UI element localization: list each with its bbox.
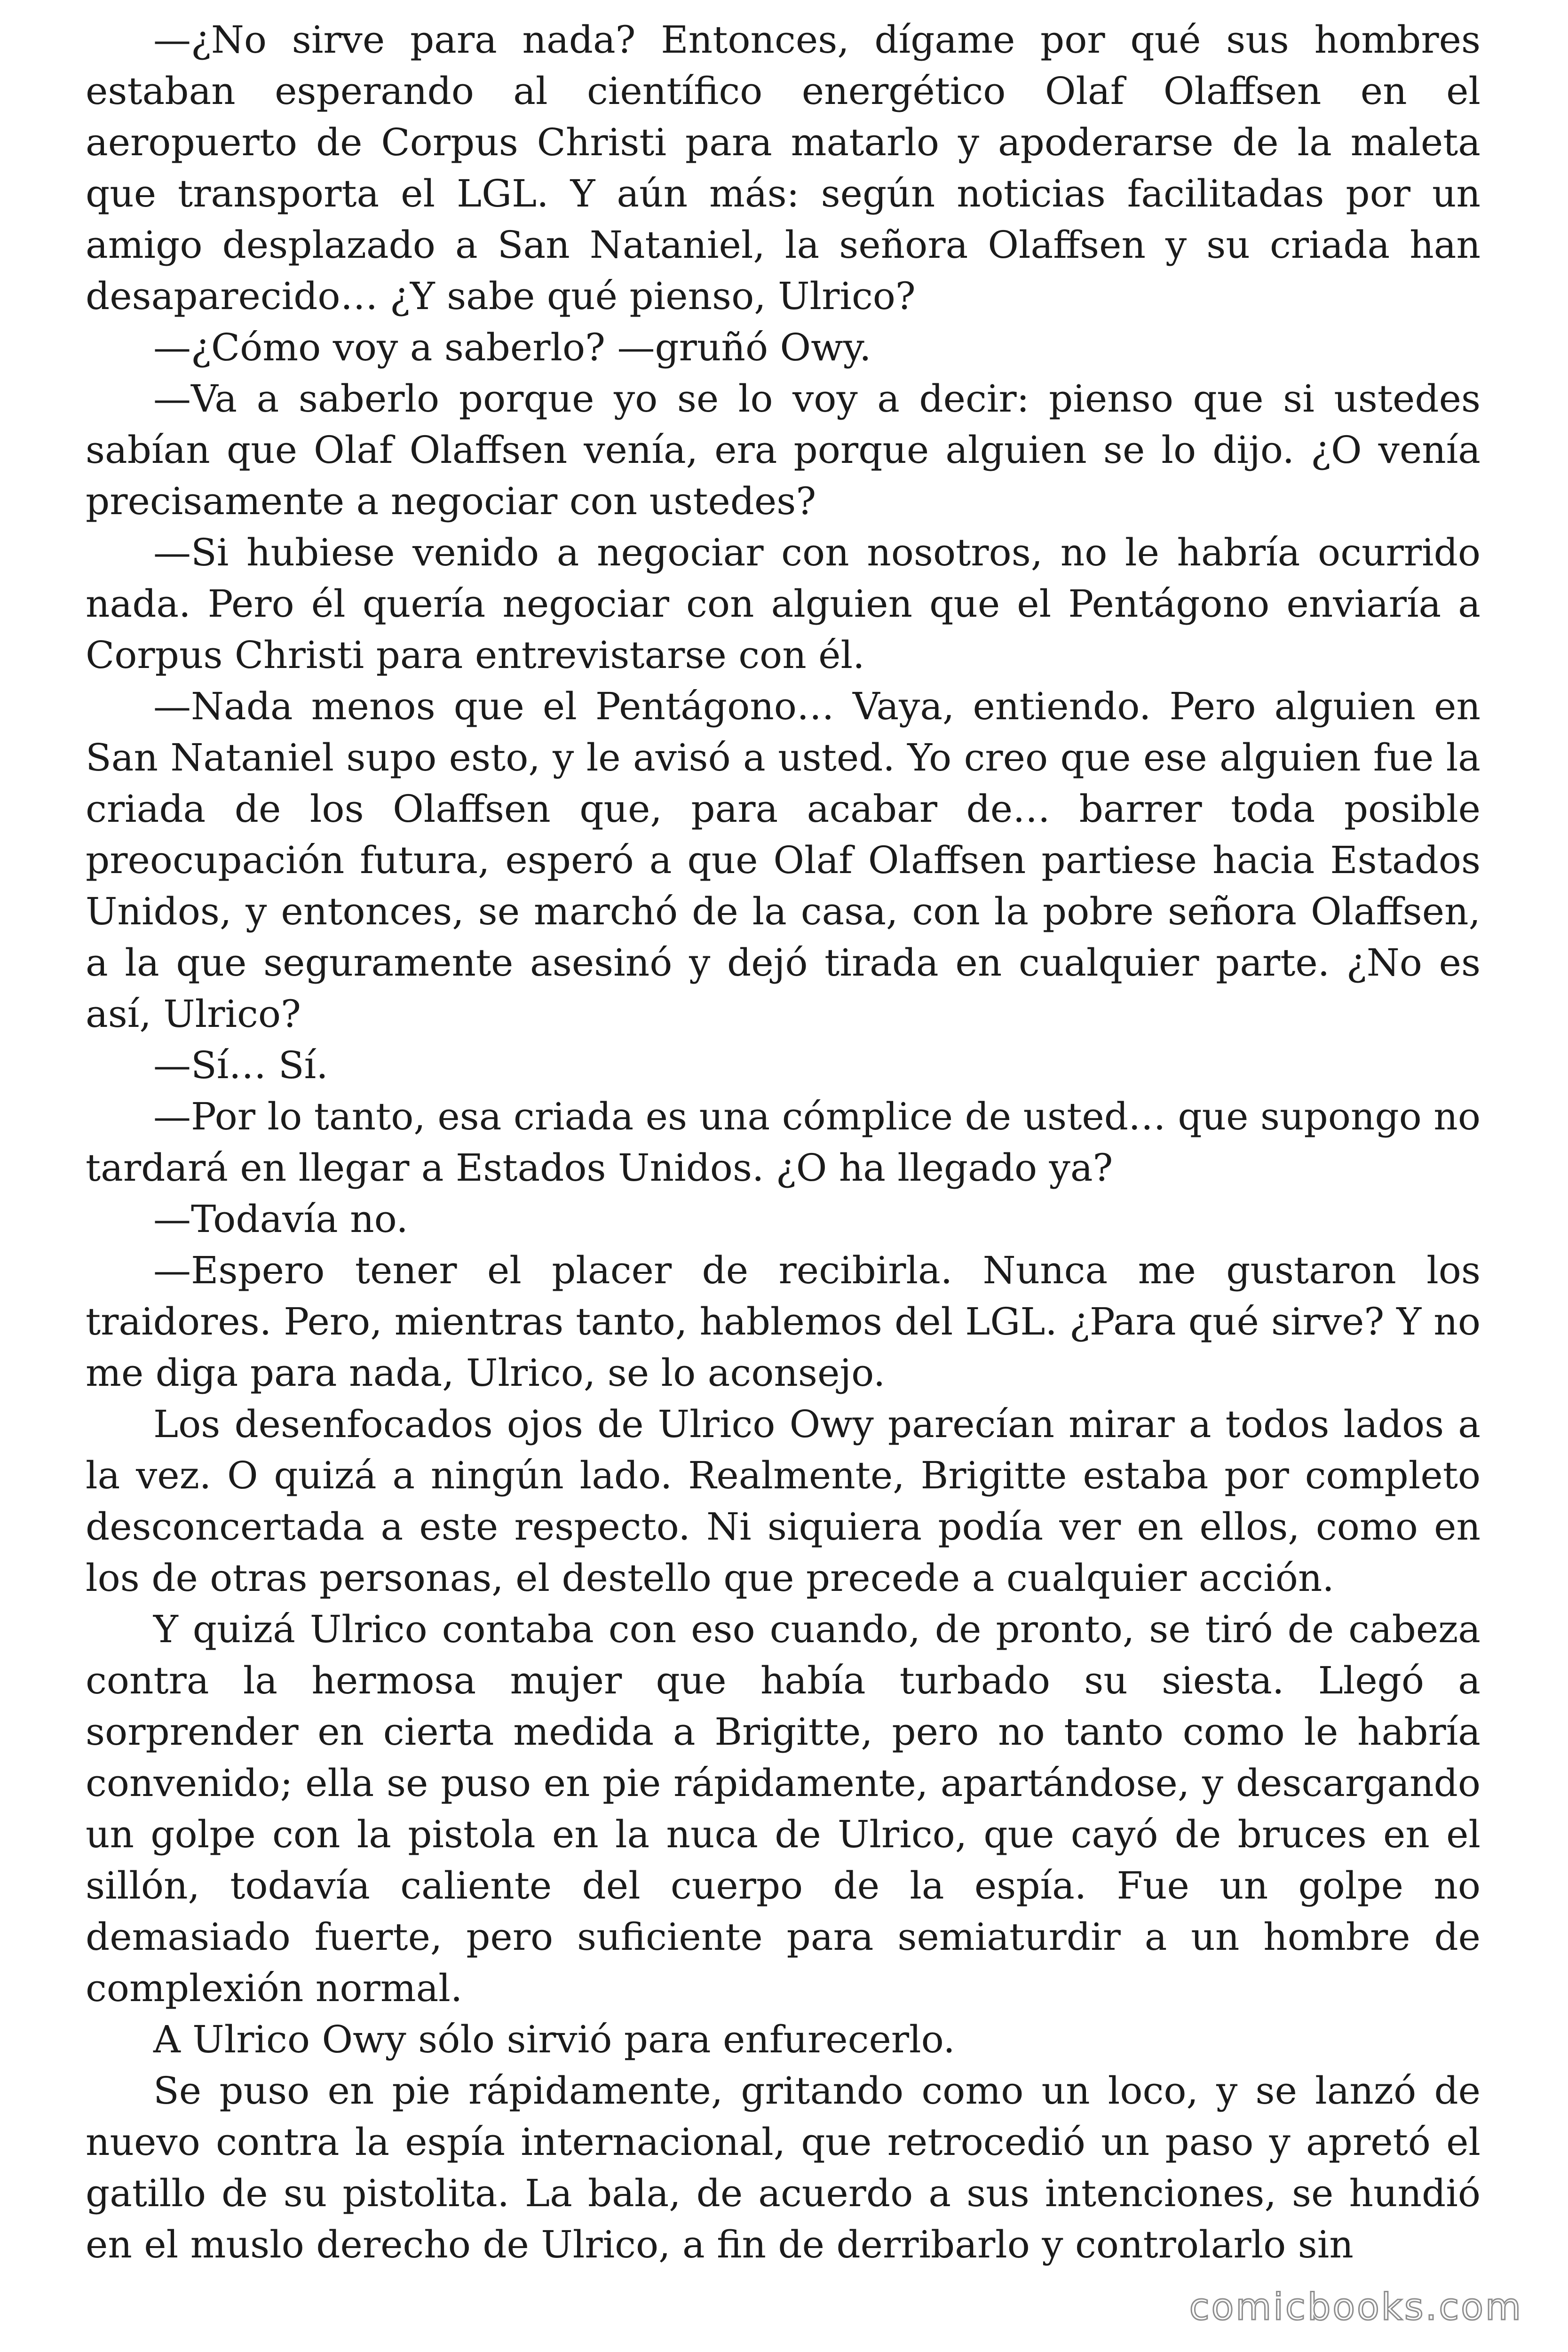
paragraph-5: —Nada menos que el Pentágono… Vaya, entiendo. Pero alguien en San Nataniel supo esto, y le avisó a usted. Yo creo que ese alguien fue la criada de los Olaffsen que, para acabar de… barrer toda posible preocupación futura, esperó a que Olaf Olaffsen partiese hacia Estados Unidos, y entonces, se marchó de la casa, con la pobre señora Olaffsen, a la que seguramente asesinó y dejó tirada en cualquier parte. ¿No es así, Ulrico? (86, 684, 1481, 1036)
paragraph-6: —Sí… Sí. (153, 1043, 328, 1087)
paragraph-2: —¿Cómo voy a saberlo? —gruñó Owy. (153, 326, 871, 369)
paragraph-10: Los desenfocados ojos de Ulrico Owy parecían mirar a todos lados a la vez. O quizá a ningún lado. Realmente, Brigitte estaba por completo desconcertada a este respecto. Ni siquiera podía ver en ellos, como en los de otras personas, el destello que precede a cualquier acción. (86, 1402, 1481, 1600)
paragraph-9: —Espero tener el placer de recibirla. Nunca me gustaron los traidores. Pero, mientras tanto, hablemos del LGL. ¿Para qué sirve? Y no me diga para nada, Ulrico, se lo aconsejo. (86, 1248, 1481, 1395)
paragraph-12: A Ulrico Owy sólo sirvió para enfurecerlo. (153, 2018, 955, 2061)
paragraph-1: —¿No sirve para nada? Entonces, dígame por qué sus hombres estaban esperando al científico energético Olaf Olaffsen en el aeropuerto de Corpus Christi para matarlo y apoderarse de la maleta que transporta el LGL. Y aún más: según noticias facilitadas por un amigo desplazado a San Nataniel, la señora Olaffsen y su criada han desaparecido… ¿Y sabe qué pienso, Ulrico? (86, 18, 1481, 318)
paragraph-4: —Si hubiese venido a negociar con nosotros, no le habría ocurrido nada. Pero él quería negociar con alguien que el Pentágono enviaría a Corpus Christi para entrevistarse con él. (86, 531, 1481, 677)
paragraph-3: —Va a saberlo porque yo se lo voy a decir: pienso que si ustedes sabían que Olaf Olaffsen venía, era porque alguien se lo dijo. ¿O venía precisamente a negociar con ustedes? (86, 377, 1481, 523)
paragraph-11: Y quizá Ulrico contaba con eso cuando, de pronto, se tiró de cabeza contra la hermosa mujer que había turbado su siesta. Llegó a sorprender en cierta medida a Brigitte, pero no tanto como le habría convenido; ella se puso en pie rápidamente, apartándose, y descargando un golpe con la pistola en la nuca de Ulrico, que cayó de bruces en el sillón, todavía caliente del cuerpo de la espía. Fue un golpe no demasiado fuerte, pero suficiente para semiaturdir a un hombre de complexión normal. (86, 1607, 1481, 2010)
paragraph-13: Se puso en pie rápidamente, gritando como un loco, y se lanzó de nuevo contra la espía internacional, que retrocedió un paso y apretó el gatillo de su pistolita. La bala, de acuerdo a sus intenciones, se hundió en el muslo derecho de Ulrico, a fin de derribarlo y controlarlo sin (86, 2069, 1481, 2266)
watermark: comicbooks.com (1189, 2286, 1523, 2328)
paragraph-8: —Todavía no. (153, 1197, 408, 1241)
paragraph-7: —Por lo tanto, esa criada es una cómplice de usted… que supongo no tardará en llegar a Estados Unidos. ¿O ha llegado ya? (86, 1095, 1481, 1190)
page-text (86, 14, 1481, 2270)
